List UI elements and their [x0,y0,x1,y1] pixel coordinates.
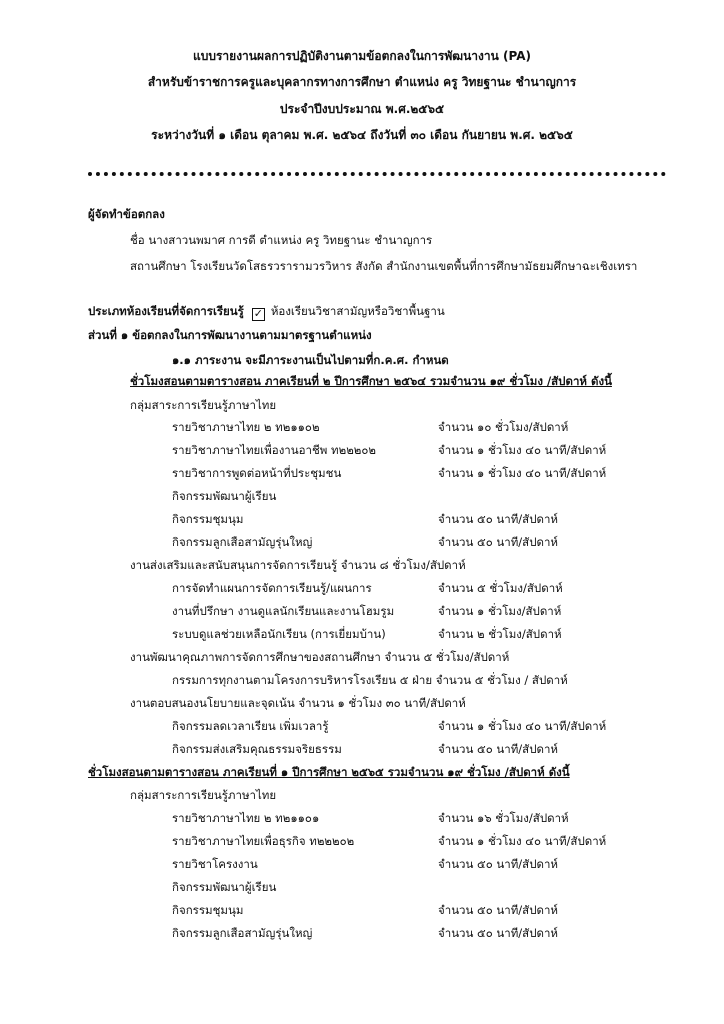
sem2-group: กลุ่มสาระการเรียนรู้ภาษาไทย [130,398,277,412]
sem1-row-label: กิจกรรมชุมนุม [172,903,244,917]
part1-heading: ส่วนที่ ๑ ข้อตกลงในการพัฒนางานตามมาตรฐานตำแหน่ง [88,328,372,342]
classroom-type-value: ห้องเรียนวิชาสามัญหรือวิชาพื้นฐาน [270,304,445,318]
sem2-row-value: จำนวน ๑๐ ชั่วโมง/สัปดาห์ [438,420,569,434]
policy-heading: งานตอบสนองนโยบายและจุดเน้น จำนวน ๑ ชั่วโมง ๓๐ นาที/สัปดาห์ [130,696,466,710]
sem1-row-value: จำนวน ๕๐ นาที/สัปดาห์ [438,857,559,871]
doc-title-line2: สำหรับข้าราชการครูและบุคลากรทางการศึกษา ตำแหน่ง ครู วิทยฐานะ ชำนาญการ [147,75,577,89]
support-row-label: งานที่ปรึกษา งานดูแลนักเรียนและงานโฮมรูม [172,604,395,618]
support-row-value: จำนวน ๕ ชั่วโมง/สัปดาห์ [438,581,563,595]
support-row-label: การจัดทำแผนการจัดการเรียนรู้/แผนการ [172,581,372,595]
sem2-heading: ชั่วโมงสอนตามตารางสอน ภาคเรียนที่ ๒ ปีการศึกษา ๒๕๖๔ รวมจำนวน ๑๙ ชั่วโมง /สัปดาห์ ดังนี้ [130,374,612,388]
sem2-row-value: จำนวน ๑ ชั่วโมง ๔๐ นาที/สัปดาห์ [438,443,607,457]
classroom-type-label: ประเภทห้องเรียนที่จัดการเรียนรู้ [88,304,244,318]
sem1-row-label: รายวิชาภาษาไทย ๒ ท๒๑๑๐๑ [172,811,320,825]
checkbox-checked-icon[interactable]: ✓ [253,307,263,320]
sem1-row-label: กิจกรรมพัฒนาผู้เรียน [172,880,277,894]
policy-row-value: จำนวน ๑ ชั่วโมง ๔๐ นาที/สัปดาห์ [438,719,607,733]
sem2-row-label: กิจกรรมพัฒนาผู้เรียน [172,489,277,503]
sem2-row-label: รายวิชาการพูดต่อหน้าที่ประชุมชน [172,466,342,480]
dev-heading: งานพัฒนาคุณภาพการจัดการศึกษาของสถานศึกษา จำนวน ๕ ชั่วโมง/สัปดาห์ [130,650,510,664]
dev-row: กรรมการทุกงานตามโครงการบริหารโรงเรียน ๕ ฝ่าย จำนวน ๕ ชั่วโมง / สัปดาห์ [172,673,568,687]
policy-row-label: กิจกรรมลดเวลาเรียน เพิ่มเวลารู้ [172,719,329,733]
sem1-row-label: กิจกรรมลูกเสือสามัญรุ่นใหญ่ [172,926,313,940]
sem2-row-label: รายวิชาภาษาไทย ๒ ท๒๑๑๐๒ [172,420,320,434]
sem1-row-value: จำนวน ๑๖ ชั่วโมง/สัปดาห์ [438,811,569,825]
maker-heading: ผู้จัดทำข้อตกลง [88,207,165,221]
maker-name-line: ชื่อ นางสาวนพมาศ การดี ตำแหน่ง ครู วิทยฐานะ ชำนาญการ [130,233,433,247]
sem2-row-label: กิจกรรมลูกเสือสามัญรุ่นใหญ่ [172,535,313,549]
doc-title-line3: ประจำปีงบประมาณ พ.ศ.๒๕๖๕ [279,102,445,116]
maker-school-line: สถานศึกษา โรงเรียนวัดโสธรวรารามวรวิหาร สังกัด สำนักงานเขตพื้นที่การศึกษามัธยมศึกษาฉะเชิงเทรา [130,259,638,273]
sem2-row-value: จำนวน ๕๐ นาที/สัปดาห์ [438,512,559,526]
sem1-row-label: รายวิชาภาษาไทยเพื่อธุรกิจ ท๒๒๒๐๒ [172,834,355,848]
sem1-row-value: จำนวน ๑ ชั่วโมง ๔๐ นาที/สัปดาห์ [438,834,607,848]
sem1-row-value: จำนวน ๕๐ นาที/สัปดาห์ [438,903,559,917]
classroom-type-row [88,303,445,321]
sem1-heading: ชั่วโมงสอนตามตารางสอน ภาคเรียนที่ ๑ ปีการศึกษา ๒๕๖๕ รวมจำนวน ๑๙ ชั่วโมง /สัปดาห์ ดังนี้ [88,765,570,779]
support-row-value: จำนวน ๒ ชั่วโมง/สัปดาห์ [438,627,562,641]
dotted-divider [88,172,666,176]
sem1-row-label: รายวิชาโครงงาน [172,857,258,871]
policy-row-label: กิจกรรมส่งเสริมคุณธรรมจริยธรรม [172,742,342,756]
support-row-label: ระบบดูแลช่วยเหลือนักเรียน (การเยี่ยมบ้าน) [172,627,386,641]
policy-row-value: จำนวน ๕๐ นาที/สัปดาห์ [438,742,559,756]
support-heading: งานส่งเสริมและสนับสนุนการจัดการเรียนรู้ จำนวน ๘ ชั่วโมง/สัปดาห์ [130,558,466,572]
doc-title-line4: ระหว่างวันที่ ๑ เดือน ตุลาคม พ.ศ. ๒๕๖๔ ถึงวันที่ ๓๐ เดือน กันยายน พ.ศ. ๒๕๖๕ [151,128,573,142]
sem2-row-value: จำนวน ๑ ชั่วโมง ๔๐ นาที/สัปดาห์ [438,466,607,480]
sem2-row-value: จำนวน ๕๐ นาที/สัปดาห์ [438,535,559,549]
sem1-group: กลุ่มสาระการเรียนรู้ภาษาไทย [130,788,277,802]
sem1-row-value: จำนวน ๕๐ นาที/สัปดาห์ [438,926,559,940]
sem2-row-label: รายวิชาภาษาไทยเพื่องานอาชีพ ท๒๒๒๐๒ [172,443,376,457]
part1-subheading: ๑.๑ ภาระงาน จะมีภาระงานเป็นไปตามที่ก.ค.ศ. กำหนด [172,353,449,367]
doc-title-line1: แบบรายงานผลการปฏิบัติงานตามข้อตกลงในการพัฒนางาน (PA) [193,49,531,63]
support-row-value: จำนวน ๑ ชั่วโมง/สัปดาห์ [438,604,562,618]
sem2-row-label: กิจกรรมชุมนุม [172,512,244,526]
